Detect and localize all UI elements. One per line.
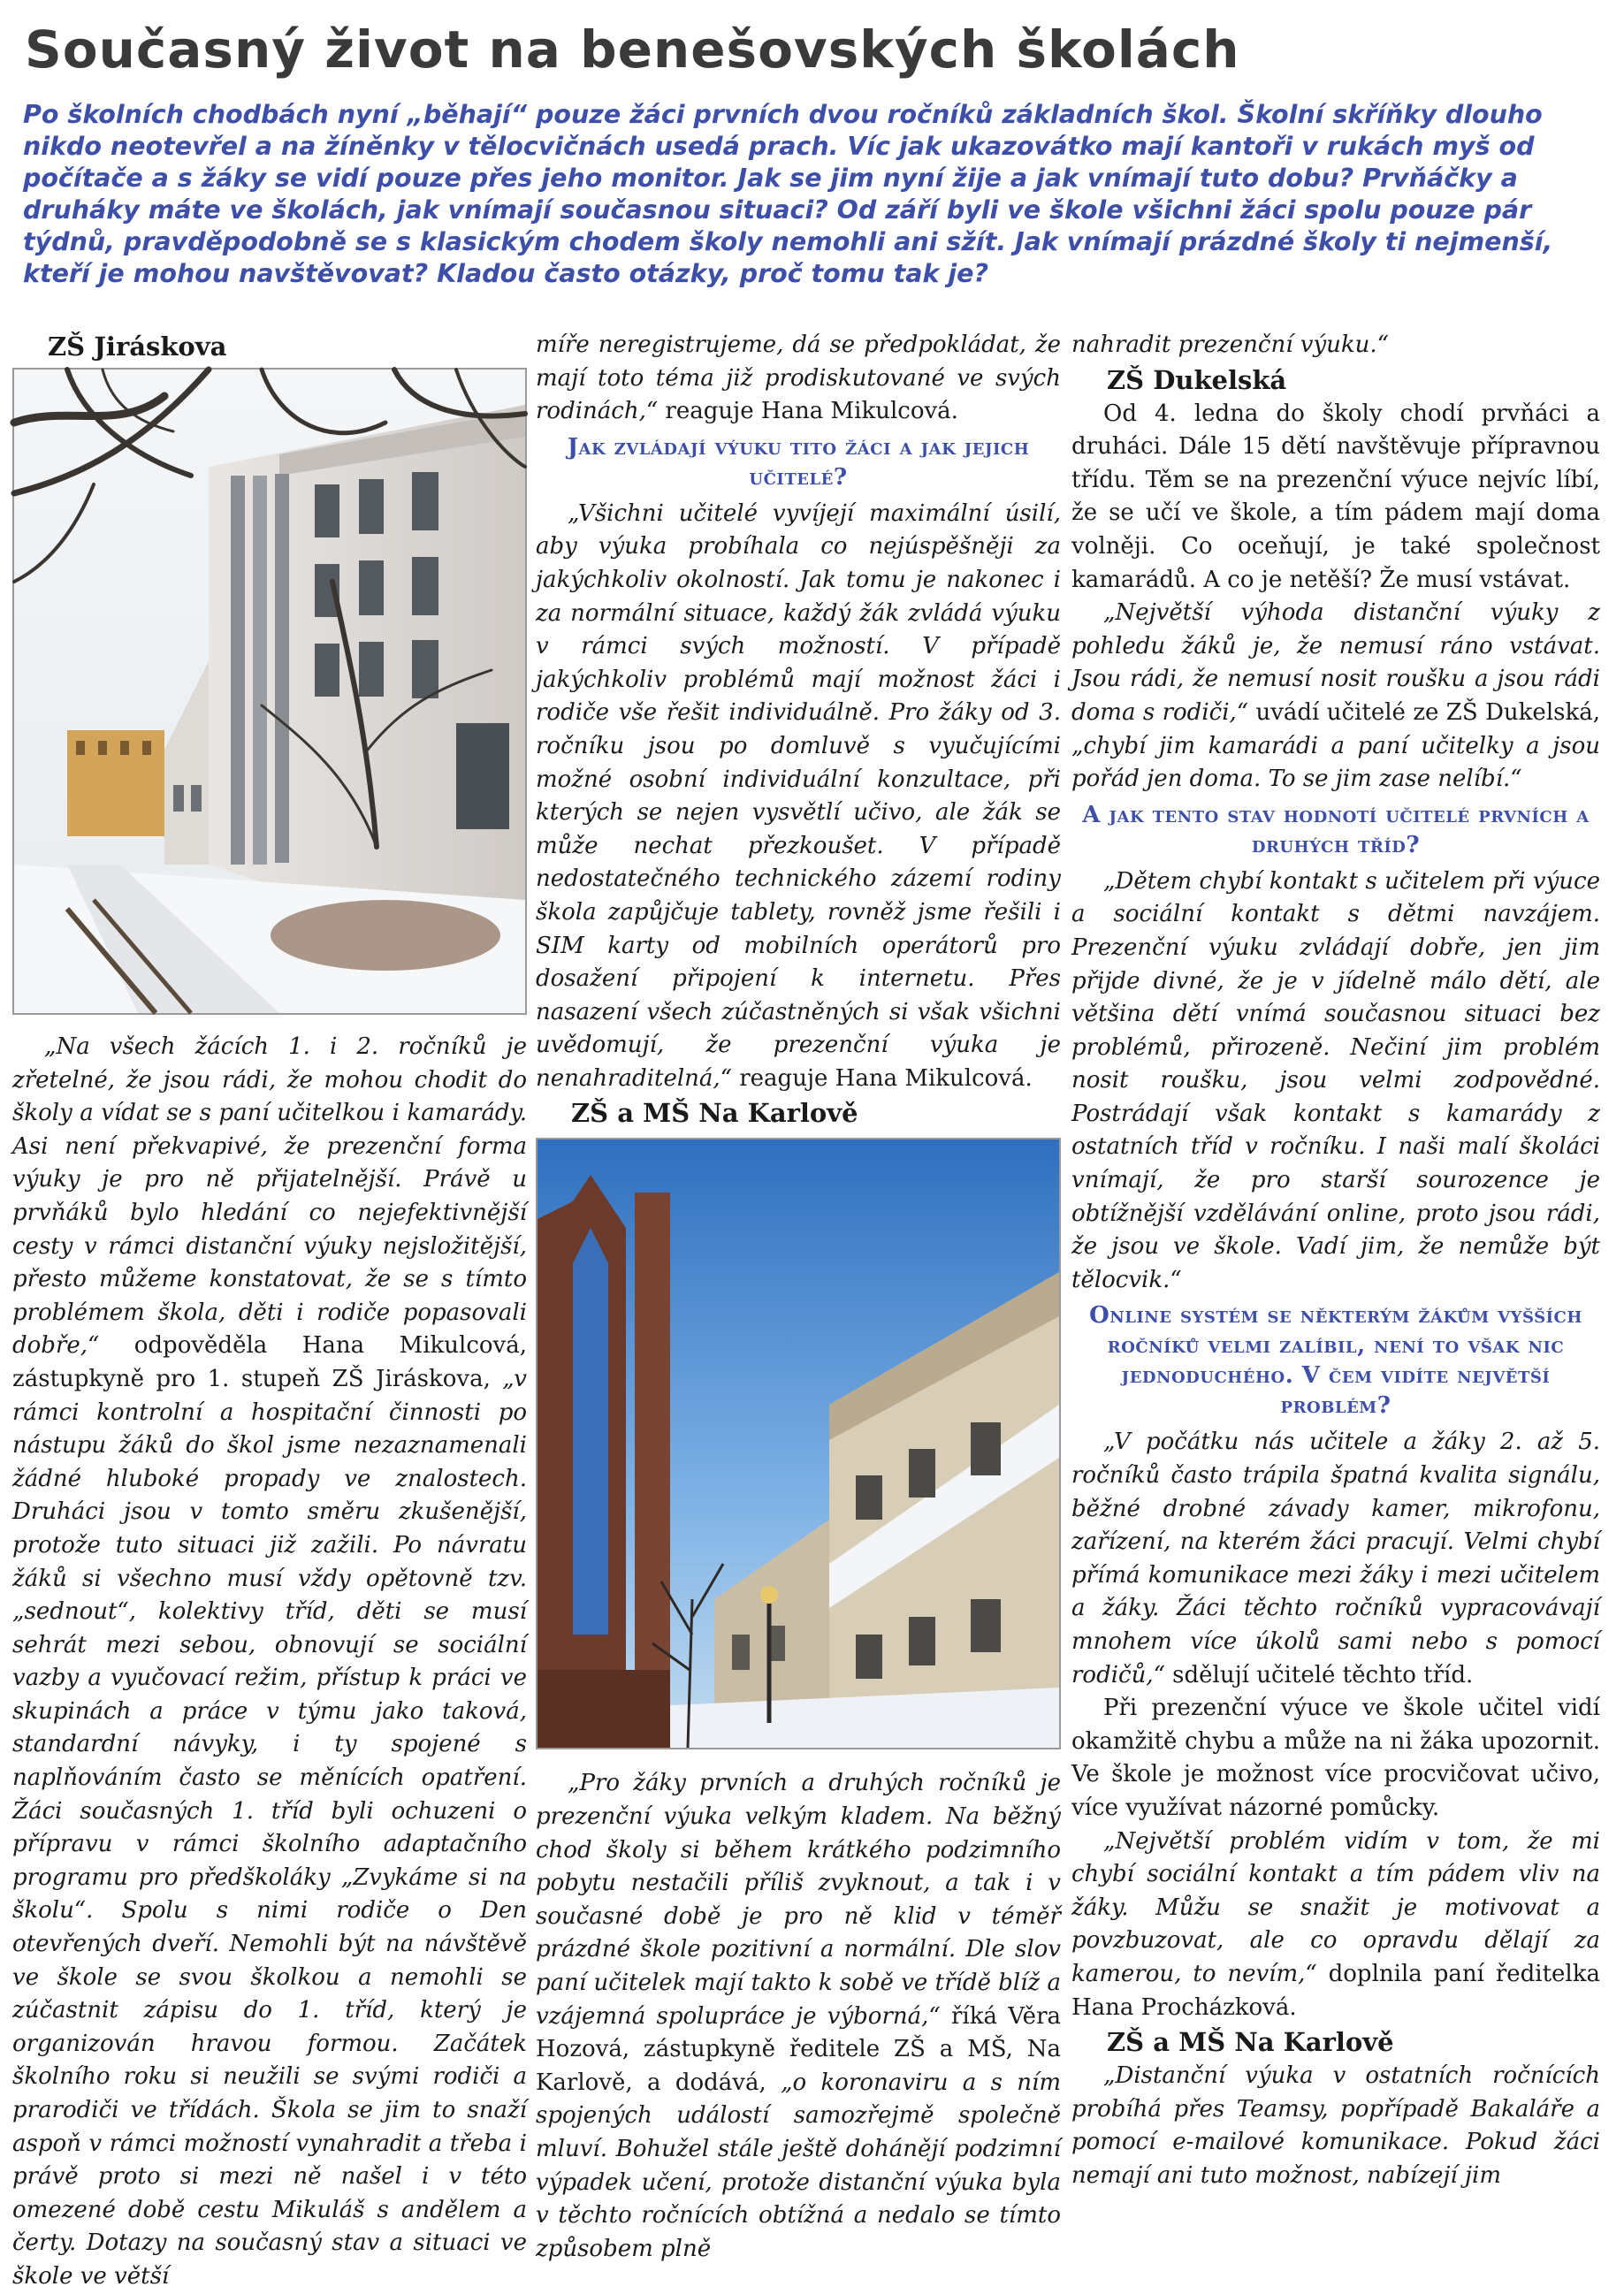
attribution: říká Věra Hozová, zástupkyně ředitele ZŠ a MŠ, Na Karlově, a dodává, <box>536 2002 1061 2096</box>
attribution: doplnila paní ředitelka Hana Procházková. <box>1071 1960 1601 2021</box>
question-heading: Online systém se některým žákům vyšších ročníků velmi zalíbil, není to však nic jednoduchého. V čem vidíte největší problém? <box>1089 1302 1582 1420</box>
question-heading: A jak tento stav hodnotí učitelé prvních a druhých tříd? <box>1082 801 1590 858</box>
attribution: uvádí učitelé ze ZŠ Dukelská, <box>1248 698 1600 726</box>
quote-text: míře neregistrujeme, dá se předpokládat, že mají toto téma již prodiskutované ve svých rodinách,“ <box>536 332 1061 425</box>
quote-text: „v rámci kontrolní a hospitační činnosti po nástupu žáků do škol jsme nezaznamenali žádné hluboké propady ve znalostech. Druháci jsou v tomto směru zkušenější, protože tuto situaci již zažili. Po návratu žáků si všechno musí vždy opětovně tzv. „sednout“, kolektivy tříd, děti se musí sehrát mezi sebou, obnovují se sociální vazby a vyučovací režim, přístup k práci ve skupinách a práce v týmu jako taková, standardní návyky, i ty spojené s naplňováním často se měnících opatření. Žáci současných 1. tříd byli ochuzeni o přípravu v rámci školního adaptačního programu pro předškoláky „Zvykáme si na školu“. Spolu s nimi rodiče o Den otevřených dveří. Nemohli být na návštěvě ve škole se svou školkou a nemohli se zúčastnit zápisu do 1. tříd, který je organizován hravou formou. Začátek školního roku si neužili se svými rodiči a prarodiči ve třídách. Škola se jim to snaží aspoň v rámci možností vynahradit a třeba i právě proto si mezi ně našel i v této omezené době cestu Mikuláš s andělem a čerty. Dotazy na současný stav a situaci ve škole ve větší <box>12 1365 527 2290</box>
quote-text: „Všichni učitelé vyvíjejí maximální úsilí, aby výuka probíhala co nejúspěšněji za jakýchkoliv okolností. Jak tomu je nakonec i za normální situace, každý žák zvládá výuku v rámci svých možností. V případě jakýchkoliv problémů mají možnost žáci i rodiče vše řešit individuálně. Pro žáky od 3. ročníku jsou po domluvě s vyučujícími možné osobní individuální konzultace, při kterých se nejen vysvětlí učivo, ale žák se může nechat přezkoušet. V případě nedostatečného technického zázemí rodiny škola zapůjčuje tablety, rovněž jsme řešili i SIM karty od mobilních operátorů pro dosažení připojení k internetu. Přes nasazení všech zúčastněných si však všichni uvědomují, že prezenční výuka je nenahraditelná,“ <box>536 499 1061 1092</box>
paragraph: „Dětem chybí kontakt s učitelem při výuce a sociální kontakt s dětmi navzájem. Prezenční výuku zvládají dobře, jen jim přijde divné, že je v jídelně málo dětí, ale většina dětí vnímá současnou situaci bez problémů, přirozeně. Nečiní jim problém nosit roušku, jsou velmi zodpovědné. Postrádají však kontakt s kamarády z ostatních tříd v ročníku. I naši malí školáci vnímají, že pro starší sourozence je obtížnější vzdělávání online, proto jsou rádi, že jsou ve škole. Vadí jim, že nemůže být tělocvik.“ <box>1071 867 1600 1293</box>
article-lead: Po školních chodbách nyní „běhají“ pouze žáci prvních dvou ročníků základních škol. Školní skříňky dlouho nikdo neotevřel a na žíněnky v tělocvičnách usedá prach. Víc jak ukazovátko mají kantoři v rukách myš od počítače a s žáky se vidí pouze přes jeho monitor. Jak se jim nyní žije a jak vnímají tuto dobu? Prvňáčky a druháky máte ve školách, jak vnímají současnou situaci? Od září byli ve škole všichni žáci spolu pouze pár týdnů, pravděpodobně se s klasickým chodem školy nemohli ani sžít. Jak vnímají prázdné školy ti nejmenší, kteří je mohou navštěvovat? Kladou často otázky, proč tomu tak je? <box>23 100 1553 288</box>
paragraph: nahradit prezenční výuku.“ <box>1071 332 1389 358</box>
paragraph <box>536 329 1061 429</box>
section-heading-na-karlove: ZŠ a MŠ Na Karlově <box>571 1098 858 1129</box>
quote-text: „Pro žáky prvních a druhých ročníků je prezenční výuka velkým kladem. Na běžný chod školy si během krátkého podzimního pobytu nestačili příliš zvyknout, a tak i v současné době je pro ně klid v téměř prázdné škole pozitivní a normální. Dle slov paní učitelek mají takto k sobě ve třídě blíž a vzájemná spolupráce je výborná,“ <box>536 1770 1061 2030</box>
paragraph: „Distanční výuka v ostatních ročnících probíhá přes Teamsy, popřípadě Bakaláře a pomocí e-mailové komunikace. Pokud žáci nemají ani tuto možnost, nabízejí jim <box>1071 2062 1600 2189</box>
section-heading-jiraskova: ZŠ Jiráskova <box>48 332 227 362</box>
paragraph <box>536 1767 1061 2266</box>
photo-school-jiraskova <box>12 368 527 1015</box>
quote-text: „V počátku nás učitele a žáky 2. až 5. ročníků často trápila špatná kvalita signálu, běžné drobné závady kamer, mikrofonu, zařízení, na kterém žáci pracují. Velmi chybí přímá komunikace mezi žáky i mezi učitelem a žáky. Žáci těchto ročníků vypracovávají mnohem více úkolů sami nebo s pomocí rodičů,“ <box>1071 1429 1600 1688</box>
section-heading-na-karlove-2: ZŠ a MŠ Na Karlově <box>1107 2027 1394 2058</box>
paragraph <box>12 1031 527 2294</box>
photo-school-building-winter <box>14 370 525 1013</box>
column-1 <box>12 329 527 2290</box>
quote-text: „Největší výhoda distanční výuky z pohledu žáků je, že nemusí ráno vstávat. Jsou rádi, že nemusí nosit roušku a jsou rádi doma s rodiči,“ <box>1071 599 1600 726</box>
quote-text: „o koronaviru a s ním spojených událostí samozřejmě společně mluví. Bohužel stále ještě dohánějí podzimní výpadek učení, protože distanční výuka byla v těchto ročnících obtížná a nedalo se tímto způsobem plně <box>536 2069 1061 2262</box>
question-heading: Jak zvládají výuku tito žáci a jak jejich učitelé? <box>567 433 1030 491</box>
quote-text: „chybí jim kamarádi a paní učitelky a jsou pořád jen doma. To se jim zase nelíbí.“ <box>1071 732 1600 793</box>
attribution: odpověděla Hana Mikulcová, zástupkyně pro 1. stupeň ZŠ Jiráskova, <box>12 1332 527 1392</box>
column-2 <box>536 329 1061 2262</box>
paragraph <box>1071 597 1600 796</box>
paragraph <box>1071 1426 1600 1692</box>
quote-text: „Na všech žácích 1. i 2. ročníků je zřetelné, že jsou rádi, že mohou chodit do školy a vídat se s paní učitelkou i kamarády. Asi není překvapivé, že prezenční forma výuky je pro ně přijatelnější. Právě u prvňáků bylo hledání co nejefektivnější cesty v rámci distanční výuky nejsložitější, přesto můžeme konstatovat, že se s tímto problémem škola, děti i rodiče popasovali dobře,“ <box>12 1033 527 1360</box>
quote-text: „Největší problém vidím v tom, že mi chybí sociální kontakt a tím pádem vliv na žáky. Můžu se snažit je motivovat a povzbuzovat, ale co opravdu dělají za kamerou, to nevím,“ <box>1071 1827 1600 1987</box>
paragraph: Při prezenční výuce ve škole učitel vidí okamžitě chybu a může na ni žáka upozornit. Ve škole je možnost více procvičovat učivo, více využívat názorné pomůcky. <box>1071 1695 1600 1821</box>
paragraph <box>1071 1825 1600 2025</box>
column-3 <box>1071 329 1600 2256</box>
section-heading-dukelska: ZŠ Dukelská <box>1107 364 1287 395</box>
paragraph: Od 4. ledna do školy chodí prvňáci a druháci. Dále 15 dětí navštěvuje přípravnou třídu. Těm se na prezenční výuce nejvíc líbí, že se učí ve škole, a tím pádem mají doma volněji. Co oceňují, je také společnost kamarádů. A co je netěší? Že musí vstávat. <box>1071 400 1600 593</box>
attribution: reaguje Hana Mikulcová. <box>731 1064 1033 1092</box>
photo-school-na-karlove <box>536 1138 1061 1749</box>
paragraph <box>536 498 1061 1096</box>
article-title: Současný život na benešovských školách <box>25 19 1240 80</box>
attribution: sdělují učitelé těchto tříd. <box>1164 1661 1474 1688</box>
photo-church-ruin-and-school <box>538 1139 1059 1748</box>
attribution: reaguje Hana Mikulcová. <box>658 398 958 425</box>
